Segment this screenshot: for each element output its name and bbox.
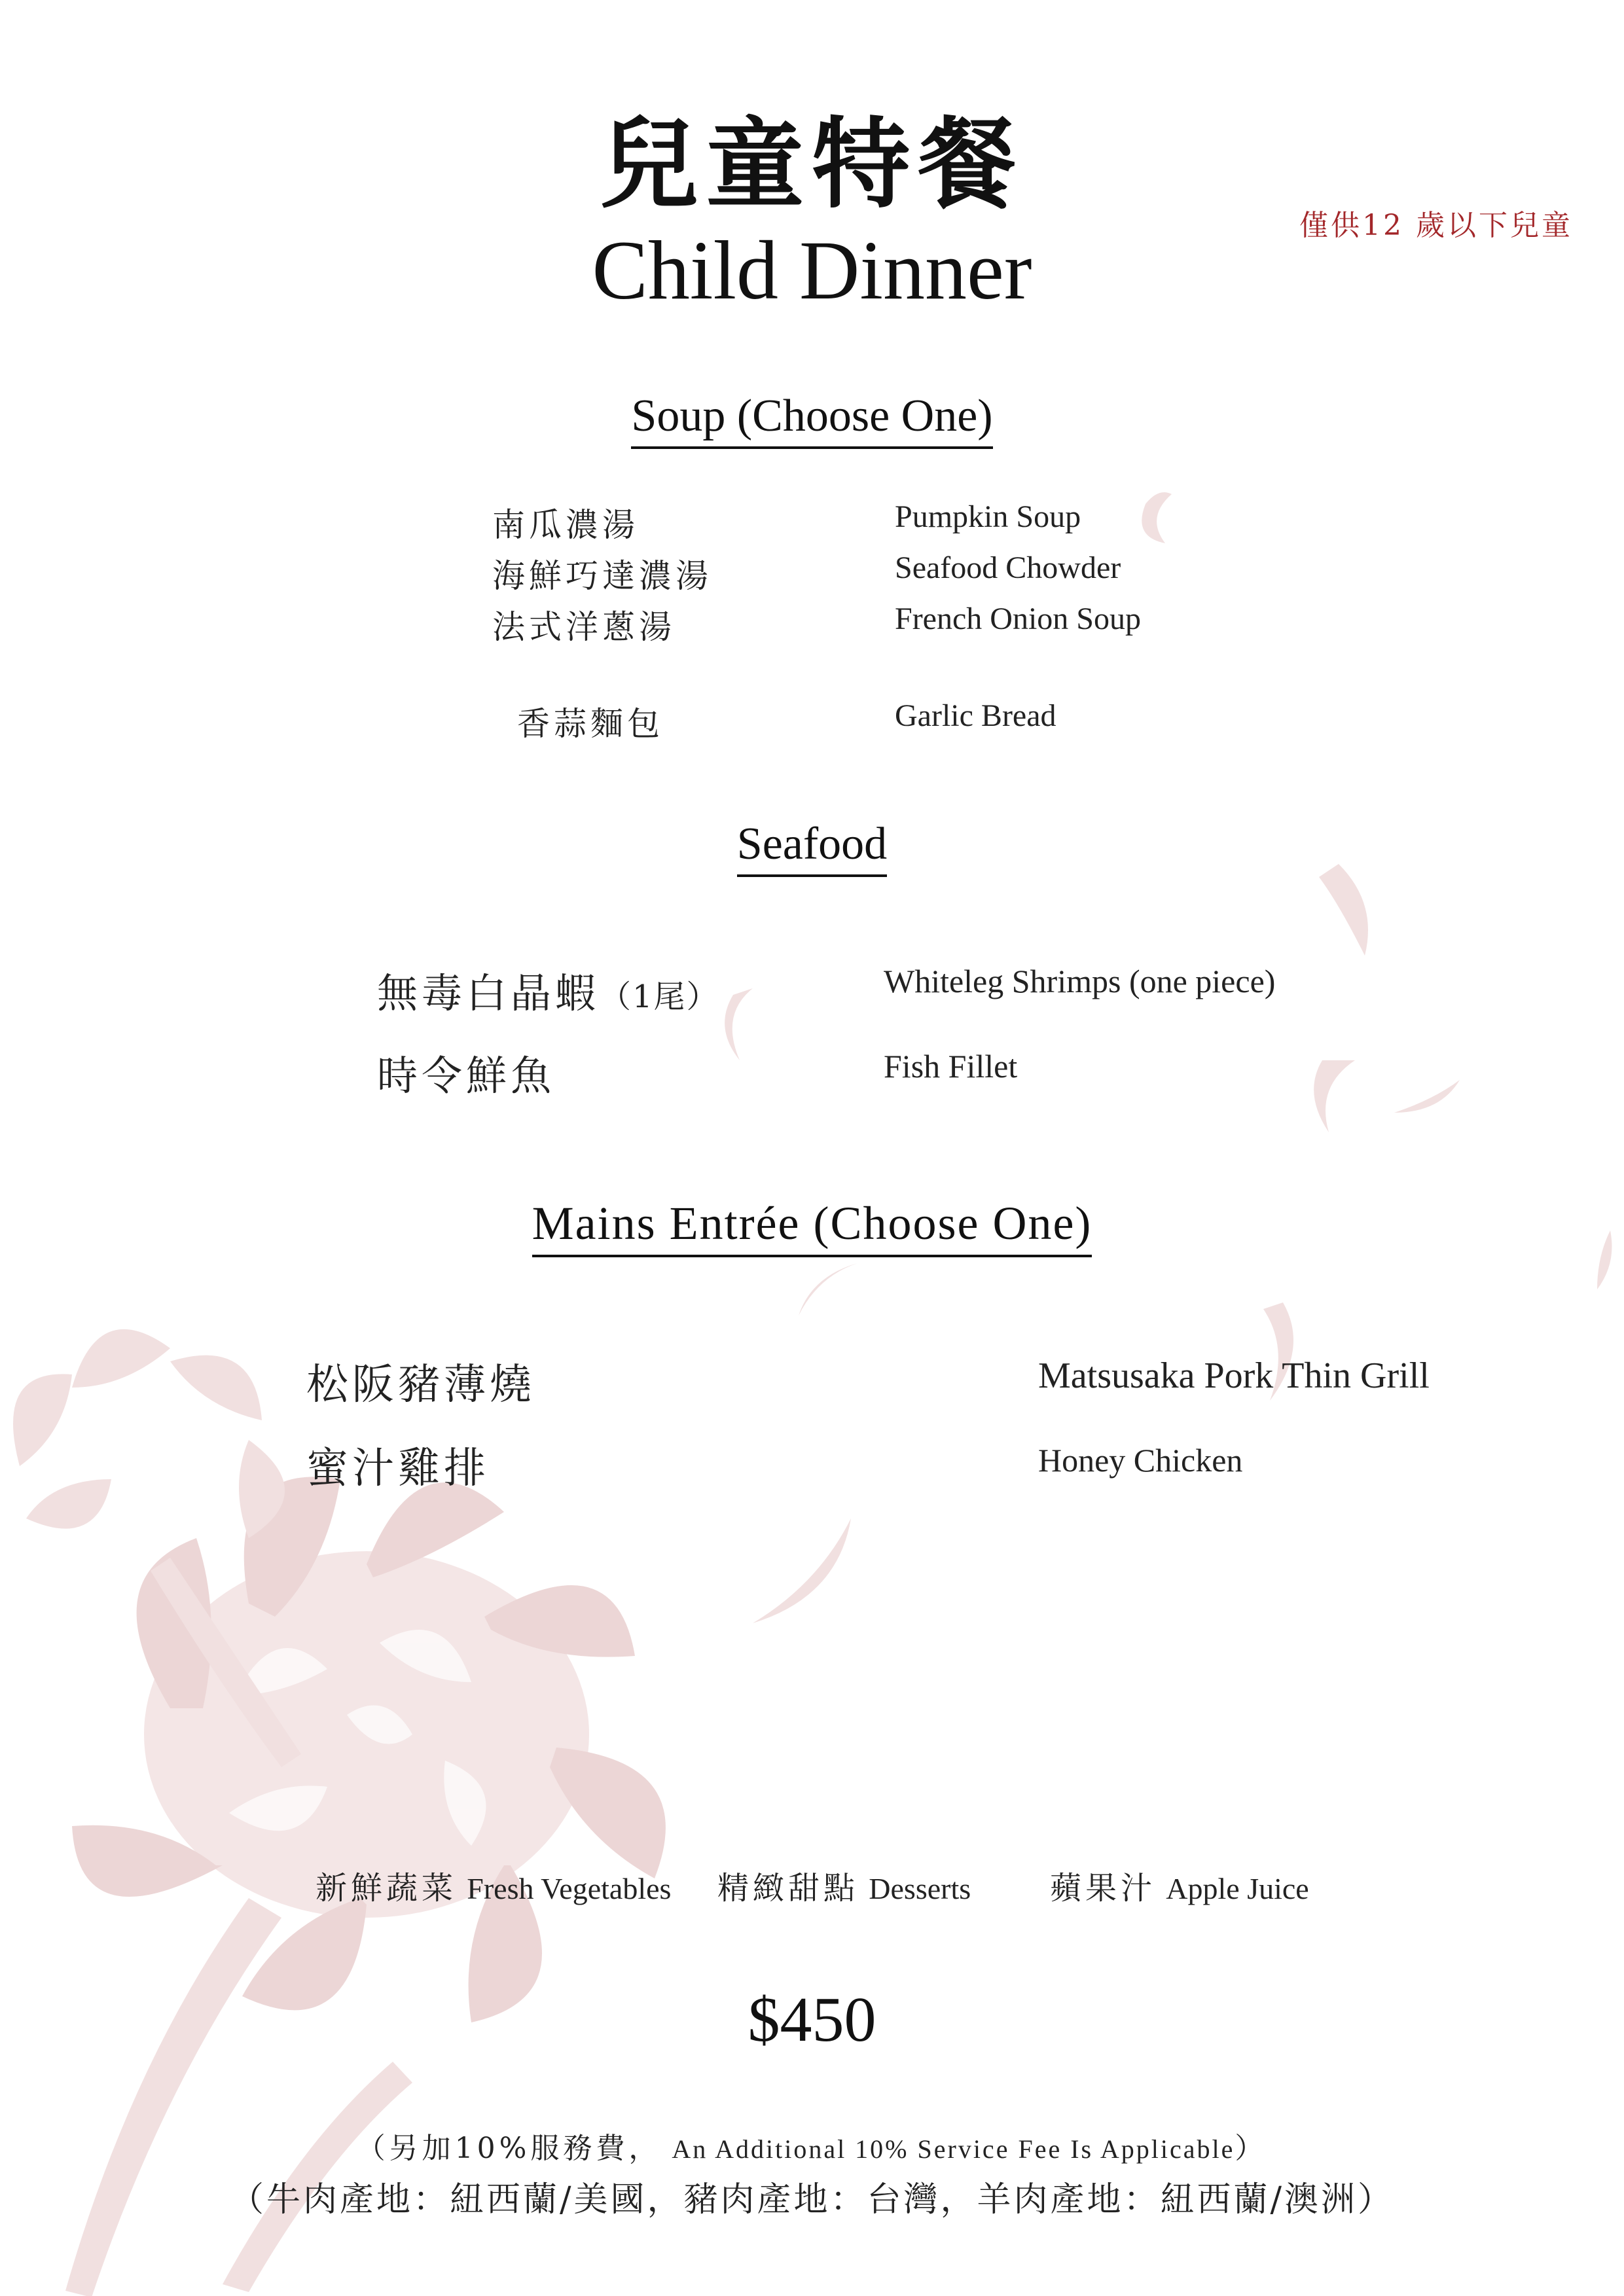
menu-title-chinese: 兒童特餐: [600, 107, 1024, 222]
soup-item-en: Pumpkin Soup: [895, 499, 1081, 534]
side-item: [316, 1863, 671, 1908]
seafood-item-quantity-note: （1尾）: [600, 978, 719, 1015]
seafood-item-zh: 無毒白晶蝦（1尾）: [377, 969, 719, 1017]
seafood-item-en: Fish Fillet: [884, 1048, 1018, 1085]
menu-price: $450: [748, 1984, 876, 2055]
soup-item-zh: 法式洋蔥湯: [492, 608, 676, 646]
bread-item-en: Garlic Bread: [895, 698, 1056, 733]
seafood-item-zh: 時令鮮魚: [377, 1052, 556, 1100]
bread-item-zh: 香蒜麵包: [517, 705, 664, 743]
seafood-item-en: Whiteleg Shrimps (one piece): [884, 963, 1276, 999]
mains-item-zh: 蜜汁雞排: [306, 1444, 490, 1493]
mains-item-zh: 松阪豬薄燒: [306, 1361, 535, 1409]
age-restriction-note: 僅供12 歲以下兒童: [1299, 209, 1573, 242]
mains-section-heading: Mains Entrée (Choose One): [0, 1196, 1624, 1257]
soup-item-zh: 海鮮巧達濃湯: [492, 557, 712, 595]
side-item: [1050, 1863, 1309, 1908]
side-item: [717, 1863, 971, 1908]
side-item-en: Apple Juice: [1166, 1872, 1309, 1905]
soup-item-zh: 南瓜濃湯: [492, 506, 639, 544]
mains-item-en: Matsusaka Pork Thin Grill: [1038, 1355, 1430, 1396]
side-item-zh: 蘋果汁: [1050, 1870, 1157, 1907]
service-fee-note: （另加10%服務費， An Additional 10% Service Fee Is Applicable）: [356, 2132, 1268, 2165]
side-item-zh: 精緻甜點: [717, 1870, 859, 1907]
mains-item-en: Honey Chicken: [1038, 1442, 1243, 1479]
soup-item-en: French Onion Soup: [895, 601, 1141, 636]
side-item-en: Desserts: [869, 1872, 971, 1905]
side-item-en: Fresh Vegetables: [467, 1872, 672, 1905]
soup-item-en: Seafood Chowder: [895, 550, 1121, 585]
menu-title-english: Child Dinner: [592, 224, 1032, 317]
meat-origin-note: （牛肉產地：紐西蘭/美國，豬肉產地：台灣，羊肉產地：紐西蘭/澳洲）: [229, 2180, 1395, 2219]
side-item-zh: 新鮮蔬菜: [316, 1870, 458, 1907]
seafood-section-heading: Seafood: [0, 818, 1624, 877]
soup-section-heading: Soup (Choose One): [0, 390, 1624, 449]
